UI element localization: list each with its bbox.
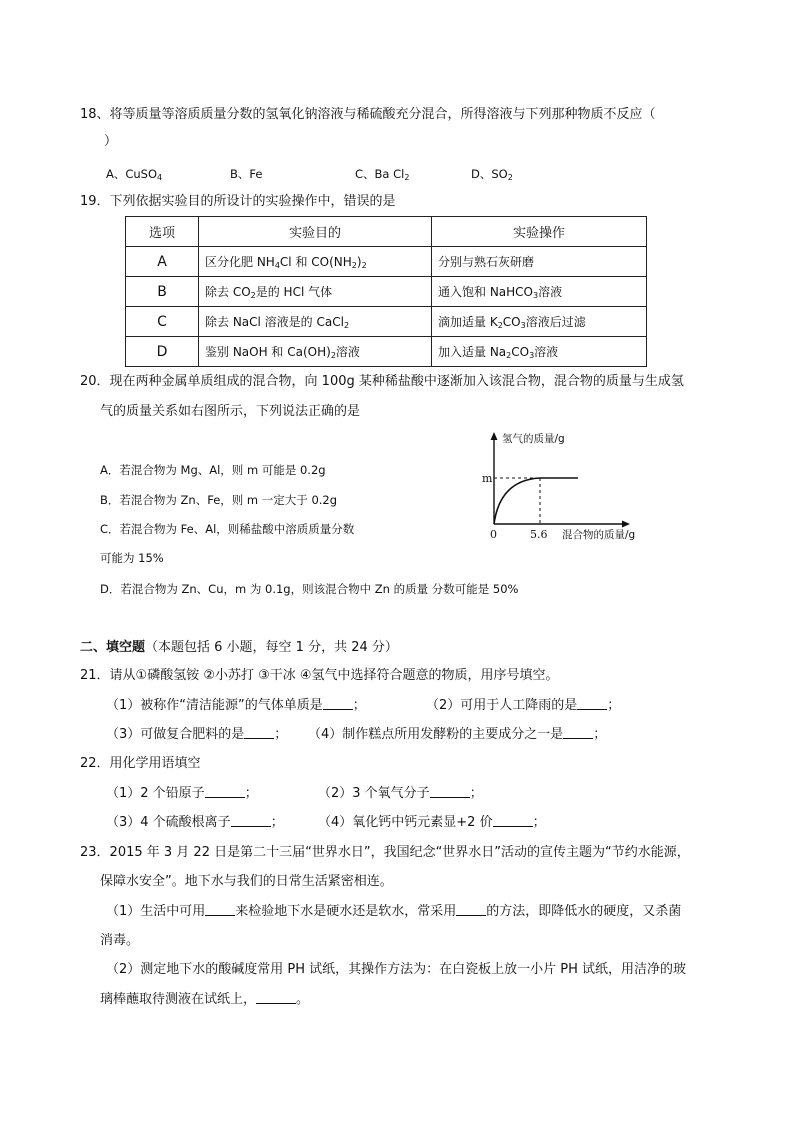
q20-graph	[474, 428, 660, 544]
q18-option-b: B、Fe	[230, 167, 263, 181]
answer-blank[interactable]	[430, 785, 470, 798]
table-row	[126, 277, 647, 307]
y-axis-label: 氢气的质量/g	[502, 433, 565, 445]
q18-stem-line1: 18、将等质量等溶质质量分数的氢氧化钠溶液与稀硫酸充分混合，所得溶液与下列那种物质不反应（	[80, 107, 656, 122]
row-operation: 滴加适量 $K_2CO_3$溶液后过滤	[432, 307, 647, 337]
answer-blank[interactable]	[493, 814, 533, 827]
q23-part1-line2: 消毒。	[100, 933, 140, 948]
answer-blank[interactable]	[205, 903, 235, 916]
q23-stem-line1: 23．2015 年 3 月 22 日是第二十三届“世界水日”，我国纪念“世界水日”活动的宣传主题为“节约水能源，	[80, 845, 690, 860]
header-option: 选项	[126, 217, 199, 247]
answer-blank[interactable]	[323, 697, 353, 710]
header-operation: 实验操作	[432, 217, 647, 247]
table-row	[126, 247, 647, 277]
q23-part2-line2: 璃棒蘸取待测液在试纸上， 。	[100, 992, 310, 1007]
q20-option-c-line2: 可能为 15%	[100, 551, 164, 565]
y-tick-m: m	[482, 472, 493, 485]
table-row	[126, 337, 647, 367]
row-purpose: 除去 $CO_2$是的 HCl 气体	[199, 277, 432, 307]
q18-option-d: D、$SO_2$	[471, 167, 513, 182]
hydrogen-curve	[494, 478, 578, 524]
row-option: B	[126, 277, 199, 307]
q21-item-4: （4）制作糕点所用发酵粉的主要成分之一是 ；	[308, 727, 607, 742]
answer-blank[interactable]	[563, 726, 593, 739]
q21-stem: 21．请从①磷酸氢铵 ②小苏打 ③干冰 ④氢气中选择符合题意的物质，用序号填空。	[80, 668, 559, 683]
answer-blank[interactable]	[456, 903, 486, 916]
q22-item-3: （3）4 个硫酸根离子 ；	[106, 815, 284, 830]
q18-option-a: A、CuSO$_4$	[106, 167, 163, 182]
q20-stem-line1: 20．现在两种金属单质组成的混合物，向 100g 某种稀盐酸中逐渐加入该混合物，混合物的质量与生成氢	[80, 374, 684, 389]
answer-blank[interactable]	[244, 726, 274, 739]
q19-stem: 19．下列依据实验目的所设计的实验操作中，错误的是	[80, 194, 396, 209]
q21-item-2: （2）可用于人工降雨的是 ；	[426, 698, 621, 713]
q23-stem-line2: 保障水安全”。地下水与我们的日常生活紧密相连。	[100, 874, 393, 889]
q20-option-a: A．若混合物为 Mg、Al，则 m 可能是 0.2g	[100, 463, 326, 477]
q18-option-c: C、Ba $Cl_2$	[355, 167, 410, 182]
q23-part2-line1: （2）测定地下水的酸碱度常用 PH 试纸，其操作方法为：在白瓷板上放一小片 PH 试纸，用洁净的玻	[106, 962, 687, 977]
table-header-row	[126, 217, 647, 247]
x-axis-label: 混合物的质量/g	[562, 529, 636, 541]
row-purpose: 鉴别 NaOH 和 $Ca(OH)_2$溶液	[199, 337, 432, 367]
row-option: D	[126, 337, 199, 367]
q22-stem: 22．用化学用语填空	[80, 756, 201, 771]
q19-table	[125, 216, 647, 367]
row-operation: 加入适量 $Na_2CO_3$溶液	[432, 337, 647, 367]
q22-item-2: （2）3 个氧气分子 ；	[318, 786, 483, 801]
y-axis-arrow-icon	[491, 432, 498, 440]
answer-blank[interactable]	[577, 697, 607, 710]
row-operation: 通入饱和 NaHCO$_3$溶液	[432, 277, 647, 307]
row-option: A	[126, 247, 199, 277]
q20-option-d: D．若混合物为 Zn、Cu，m 为 0.1g，则该混合物中 Zn 的质量 分数可能是 50%	[100, 582, 519, 596]
row-option: C	[126, 307, 199, 337]
q23-part1-line1: （1）生活中可用 来检验地下水是硬水还是软水，常采用 的方法，即降低水的硬度，又杀菌	[106, 904, 682, 919]
q21-item-1: （1）被称作“清洁能源”的气体单质是 ；	[106, 698, 366, 713]
answer-blank[interactable]	[256, 991, 296, 1004]
q20-stem-line2: 气的质量关系如右图所示，下列说法正确的是	[100, 404, 361, 419]
table-row	[126, 307, 647, 337]
q18-stem-line2: ）	[104, 134, 118, 149]
q22-item-1: （1）2 个铅原子 ；	[106, 786, 258, 801]
q20-option-b: B．若混合物为 Zn、Fe，则 m 一定大于 0.2g	[100, 493, 338, 507]
row-operation: 分别与熟石灰研磨	[432, 247, 647, 277]
row-purpose: 除去 NaCl 溶液是的 CaCl$_2$	[199, 307, 432, 337]
origin-label: 0	[490, 528, 497, 541]
x-axis-arrow-icon	[622, 521, 630, 528]
q22-item-4: （4）氧化钙中钙元素显+2 价 ；	[318, 815, 546, 830]
answer-blank[interactable]	[205, 785, 245, 798]
answer-blank[interactable]	[231, 814, 271, 827]
header-purpose: 实验目的	[199, 217, 432, 247]
q20-option-c-line1: C．若混合物为 Fe、Al，则稀盐酸中溶质质量分数	[100, 522, 355, 536]
section2-title: 二、填空题（本题包括 6 小题，每空 1 分，共 24 分）	[80, 640, 398, 655]
q21-item-3: （3）可做复合肥料的是 ；	[106, 727, 288, 742]
row-purpose: 区分化肥 $NH_4Cl$ 和 $CO(NH_2)_2$	[199, 247, 432, 277]
x-tick-5-6: 5.6	[530, 528, 548, 541]
